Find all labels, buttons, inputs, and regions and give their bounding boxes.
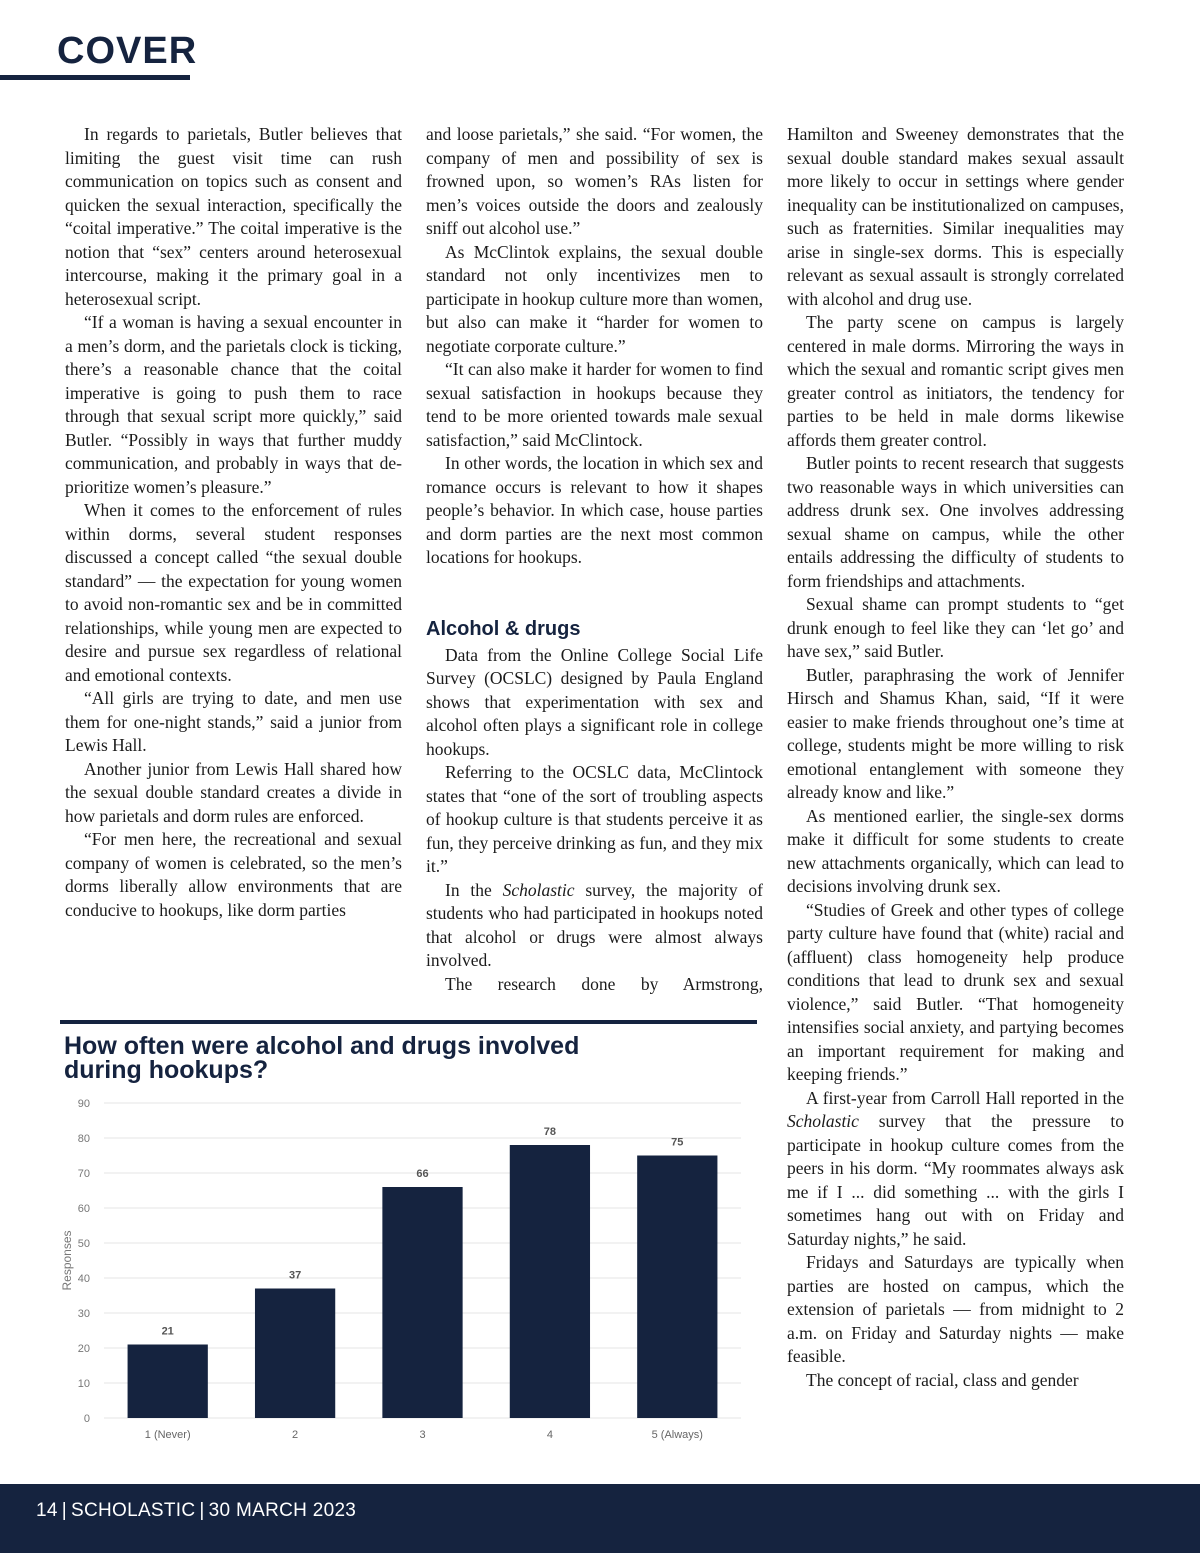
y-axis-label: Responses [60,1230,74,1291]
bar-chart [56,1090,746,1450]
paragraph: Sexual shame can prompt students to “get drunk enough to feel like they can ‘let go’ and have sex,” said Butler. [787,594,1124,661]
chart-top-rule [60,1020,757,1024]
paragraph: The concept of racial, class and gender [806,1369,1079,1390]
paragraph: “If a woman is having a sexual encounter in a men’s dorm, and the parietals clock is ticking, there’s a reasonable chance that the coital imperative is going to push them to race through that sexual script more quickly,” said Butler. “Possibly in ways that further muddy communication, and probably in ways that de-prioritize women’s pleasure.” [65,312,402,497]
paragraph: “Studies of Greek and other types of college party culture have found that (white) racial and (affluent) class homogeneity help produce conditions that lead to drunk sex and sexual violence,” said Butler. “That homogeneity intensifies social anxiety, and partying becomes an important requirement for making and keeping friends.” [787,899,1124,1084]
page-number: 14 [36,1500,58,1521]
publication-name: SCHOLASTIC [70,1500,196,1521]
y-tick-label: 20 [77,1343,90,1355]
data-label: 37 [288,1269,302,1282]
data-label: 21 [161,1325,174,1338]
paragraph: When it comes to the enforcement of rules within dorms, several student responses discussed a concept called “the sexual double standard” — the expectation for young women to avoid non-romantic sex and be in committed relationships, while young men are expected to desire and pursue sex regardless of relational and emotional contexts. [65,500,402,685]
subheading-alcohol-drugs: Alcohol & drugs [426,617,581,640]
bar [510,1145,590,1418]
publication-name: Scholastic [787,1111,859,1131]
y-tick-label: 30 [77,1308,90,1320]
y-tick-label: 80 [77,1133,90,1145]
paragraph: “All girls are trying to date, and men use them for one-night stands,” said a junior from Lewis Hall. [65,688,402,755]
data-label: 78 [543,1126,557,1138]
data-label: 75 [671,1136,684,1149]
separator: | [61,1500,67,1521]
bar [255,1289,335,1419]
paragraph: and loose parietals,” she said. “For women, the company of men and possibility of sex is frowned upon, so women’s RAs listen for men’s voices outside the doors and zealously sniff out alcohol use.” [426,124,763,238]
paragraph-scholastic-survey [426,879,763,973]
paragraph: “For men here, the recreational and sexual company of women is celebrated, so the men’s dorms liberally allow environments that are conducive to hookups, like dorm parties [65,829,402,920]
text-run: In the [445,879,503,900]
y-tick-label: 0 [83,1413,90,1425]
article-column-2 [426,123,763,996]
text-run: A first-year from Carroll Hall reported in the [806,1087,1124,1108]
paragraph-scholastic-survey [787,1087,1124,1252]
x-tick-label: 4 [546,1429,553,1441]
paragraph: The research done by Armstrong, [445,973,763,994]
x-tick-label: 3 [419,1429,426,1441]
paragraph: As mentioned earlier, the single-sex dorms make it difficult for some students to create new attachments organically, which can lead to decisions involving drunk sex. [787,805,1124,896]
x-tick-label: 1 (Never) [144,1429,191,1441]
y-tick-label: 50 [77,1238,90,1250]
paragraph: Hamilton and Sweeney demonstrates that the sexual double standard makes sexual assault more likely to occur in settings where gender inequality can be institutionalized on campuses, such as fraternities. Similar inequalities may arise in single-sex dorms. This is especially relevant as sexual assault is strongly correlated with alcohol and drug use. [787,124,1124,309]
footer-text [36,1500,356,1522]
separator: | [199,1500,205,1521]
y-tick-label: 90 [77,1098,90,1110]
paragraph: Butler, paraphrasing the work of Jennifer Hirsch and Shamus Khan, said, “If it were easier to make friends throughout one’s time at college, students might be more willing to risk emotional entanglement with someone they already know and like.” [787,664,1124,802]
article-column-3 [787,123,1124,1392]
chart-title: How often were alcohol and drugs involved during hookups? [64,1032,580,1084]
publication-name: Scholastic [502,879,575,900]
bar [382,1187,462,1418]
x-tick-label: 2 [292,1429,299,1441]
paragraph: “It can also make it harder for women to find sexual satisfaction in hookups because they tend to be more oriented towards male sexual satisfaction,” said McClintock. [426,359,763,450]
section-rule [0,75,190,80]
paragraph: The party scene on campus is largely centered in male dorms. Mirroring the ways in which the sexual and romantic script gives men greater control as initiators, the tendency for parties to be held in male dorms likewise affords them greater control. [787,312,1124,450]
paragraph: Another junior from Lewis Hall shared how the sexual double standard creates a divide in how parietals and dorm rules are enforced. [65,758,402,826]
paragraph: Fridays and Saturdays are typically when parties are hosted on campus, which the extension of parietals — from midnight to 2 a.m. on Friday and Saturday nights — make feasible. [787,1252,1124,1366]
x-tick-label: 5 (Always) [651,1429,703,1441]
article-column-1 [65,123,402,922]
paragraph: Data from the Online College Social Life Survey (OCSLC) designed by Paula England shows that experimentation with sex and alcohol often plays a significant role in college hookups. [426,644,763,759]
paragraph: Referring to the OCSLC data, McClintock states that “one of the sort of troubling aspects of hookup culture is that students perceive it as fun, they perceive drinking as fun, and they mix it.” [426,762,763,876]
paragraph: In regards to parietals, Butler believes that limiting the guest visit time can rush communication on topics such as consent and quicken the sexual interaction, specifically the “coital imperative.” The coital imperative is the notion that “sex” centers around heterosexual intercourse, making it the primary goal in a heterosexual script. [65,124,402,309]
paragraph: Butler points to recent research that suggests two reasonable ways in which universities can address drunk sex. One involves addressing sexual shame on campus, while the other entails addressing the difficulty of students to form friendships and attachments. [787,453,1124,591]
paragraph: As McClintok explains, the sexual double standard not only incentivizes men to participate in hookup culture more than women, but also can make it “harder for women to negotiate corporate culture.” [426,241,763,356]
bar [128,1345,208,1419]
section-label: COVER [57,30,198,72]
text-run: survey that the pressure to participate in hookup culture comes from the peers in his dorm. “My roommates always ask me if I ... did something ... with the girls I sometimes hang out with on Friday and Saturday nights,” he said. [787,1111,1124,1249]
y-tick-label: 10 [77,1378,90,1390]
issue-date: 30 MARCH 2023 [208,1500,357,1521]
text-run: survey, the majority of students who had participated in hookups noted that alcohol or drugs were almost always involved. [426,879,763,970]
y-tick-label: 70 [77,1168,90,1180]
y-tick-label: 40 [77,1273,90,1285]
paragraph: In other words, the location in which sex and romance occurs is relevant to how it shapes people’s behavior. In which case, house parties and dorm parties are the next most common locations for hookups. [426,453,763,567]
bar [637,1156,717,1419]
y-tick-label: 60 [77,1203,90,1215]
data-label: 66 [416,1168,429,1180]
